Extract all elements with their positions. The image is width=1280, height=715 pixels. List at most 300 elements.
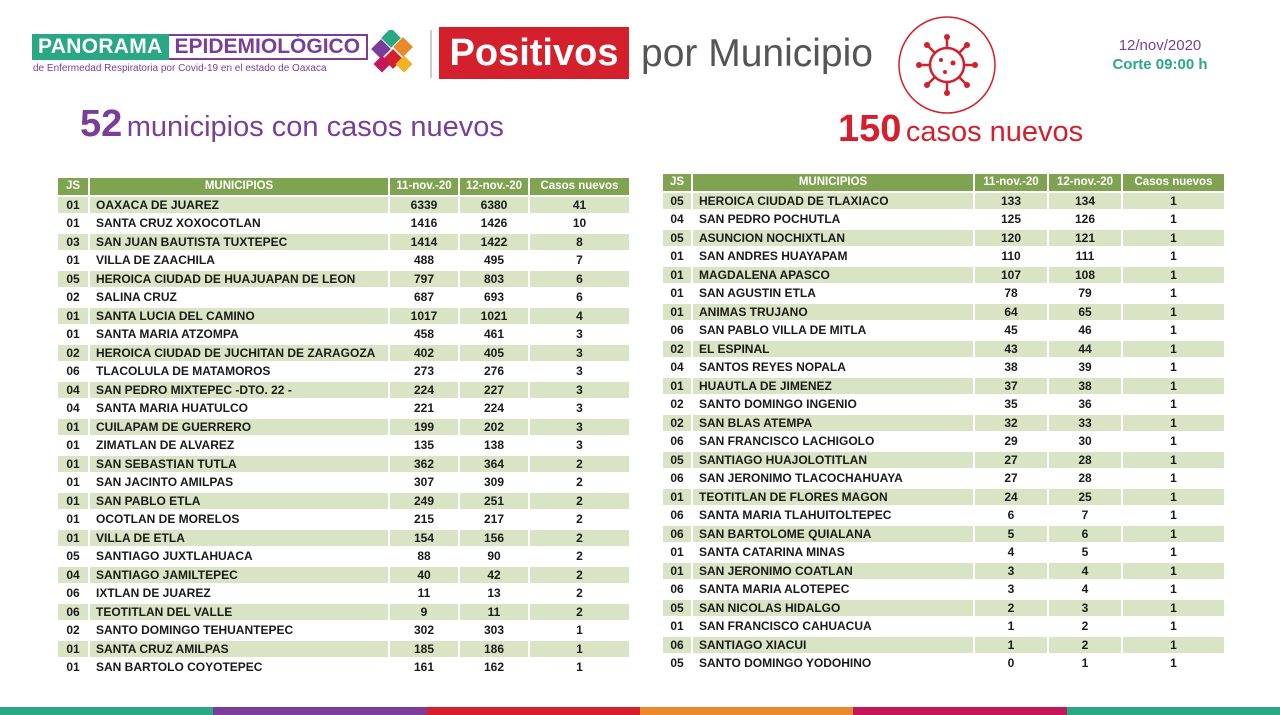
table-row xyxy=(663,211,1224,228)
js-cell: 01 xyxy=(663,563,693,580)
municipio-cell: SAN PABLO ETLA xyxy=(90,493,390,510)
table-row xyxy=(663,600,1224,617)
nov11-cell: 687 xyxy=(390,289,460,306)
nov11-cell: 29 xyxy=(975,433,1049,450)
municipio-cell: VILLA DE ZAACHILA xyxy=(90,252,390,269)
casos-nuevos-cell: 3 xyxy=(530,437,629,454)
nov11-cell: 107 xyxy=(975,267,1049,284)
casos-nuevos-cell: 1 xyxy=(1123,544,1224,561)
nov12-cell: 28 xyxy=(1049,452,1123,469)
col-11nov: 11-nov.-20 xyxy=(975,174,1049,191)
nov12-cell: 13 xyxy=(460,585,530,602)
js-cell: 04 xyxy=(58,382,90,399)
nov12-cell: 693 xyxy=(460,289,530,306)
casos-nuevos-cell: 7 xyxy=(530,252,629,269)
js-cell: 05 xyxy=(663,230,693,247)
municipio-cell: SAN JUAN BAUTISTA TUXTEPEC xyxy=(90,234,390,251)
municipio-cell: SAN PABLO VILLA DE MITLA xyxy=(693,322,975,339)
municipio-cell: SALINA CRUZ xyxy=(90,289,390,306)
table-header-row xyxy=(663,174,1224,191)
logo-title xyxy=(32,34,368,60)
table-row xyxy=(58,641,629,658)
nov12-cell: 4 xyxy=(1049,581,1123,598)
summary-municipios-text: municipios con casos nuevos xyxy=(126,111,504,143)
header-divider xyxy=(430,30,432,78)
nov12-cell: 202 xyxy=(460,419,530,436)
nov12-cell: 2 xyxy=(1049,637,1123,654)
js-cell: 01 xyxy=(663,285,693,302)
casos-nuevos-cell: 6 xyxy=(530,271,629,288)
table-row xyxy=(663,618,1224,635)
nov12-cell: 33 xyxy=(1049,415,1123,432)
nov12-cell: 1426 xyxy=(460,215,530,232)
nov11-cell: 249 xyxy=(390,493,460,510)
nov11-cell: 273 xyxy=(390,363,460,380)
municipio-cell: HEROICA CIUDAD DE TLAXIACO xyxy=(693,193,975,210)
js-cell: 05 xyxy=(663,193,693,210)
nov11-cell: 488 xyxy=(390,252,460,269)
nov12-cell: 30 xyxy=(1049,433,1123,450)
nov11-cell: 161 xyxy=(390,659,460,676)
casos-nuevos-cell: 6 xyxy=(530,289,629,306)
table-row xyxy=(663,581,1224,598)
nov11-cell: 110 xyxy=(975,248,1049,265)
js-cell: 06 xyxy=(58,585,90,602)
municipio-cell: ASUNCION NOCHIXTLAN xyxy=(693,230,975,247)
js-cell: 01 xyxy=(663,267,693,284)
municipio-cell: VILLA DE ETLA xyxy=(90,530,390,547)
casos-nuevos-cell: 1 xyxy=(1123,507,1224,524)
table-row xyxy=(663,359,1224,376)
municipio-cell: SAN AGUSTIN ETLA xyxy=(693,285,975,302)
casos-nuevos-cell: 10 xyxy=(530,215,629,232)
nov11-cell: 1416 xyxy=(390,215,460,232)
nov12-cell: 1422 xyxy=(460,234,530,251)
js-cell: 01 xyxy=(58,215,90,232)
table-row xyxy=(663,322,1224,339)
municipio-cell: SAN JERONIMO COATLAN xyxy=(693,563,975,580)
nov11-cell: 797 xyxy=(390,271,460,288)
table-row xyxy=(663,304,1224,321)
nov12-cell: 108 xyxy=(1049,267,1123,284)
js-cell: 02 xyxy=(663,396,693,413)
nov11-cell: 27 xyxy=(975,452,1049,469)
js-cell: 05 xyxy=(663,600,693,617)
casos-nuevos-cell: 1 xyxy=(1123,322,1224,339)
casos-nuevos-cell: 41 xyxy=(530,197,629,214)
nov12-cell: 156 xyxy=(460,530,530,547)
table-row xyxy=(663,489,1224,506)
nov11-cell: 11 xyxy=(390,585,460,602)
casos-nuevos-cell: 3 xyxy=(530,382,629,399)
casos-nuevos-cell: 2 xyxy=(530,548,629,565)
table-row xyxy=(663,378,1224,395)
municipio-cell: SANTO DOMINGO YODOHINO xyxy=(693,655,975,672)
nov11-cell: 402 xyxy=(390,345,460,362)
casos-nuevos-cell: 1 xyxy=(1123,563,1224,580)
casos-nuevos-cell: 2 xyxy=(530,567,629,584)
report-date: 12/nov/2020 xyxy=(1118,37,1202,54)
casos-nuevos-cell: 1 xyxy=(1123,581,1224,598)
nov12-cell: 46 xyxy=(1049,322,1123,339)
municipio-cell: SANTIAGO HUAJOLOTITLAN xyxy=(693,452,975,469)
municipio-cell: TEOTITLAN DEL VALLE xyxy=(90,604,390,621)
table-row xyxy=(58,511,629,528)
municipio-cell: SANTA MARIA ATZOMPA xyxy=(90,326,390,343)
casos-nuevos-cell: 1 xyxy=(1123,193,1224,210)
js-cell: 06 xyxy=(663,322,693,339)
nov12-cell: 309 xyxy=(460,474,530,491)
casos-nuevos-cell: 1 xyxy=(1123,637,1224,654)
nov12-cell: 25 xyxy=(1049,489,1123,506)
nov11-cell: 6339 xyxy=(390,197,460,214)
js-cell: 06 xyxy=(663,507,693,524)
nov12-cell: 251 xyxy=(460,493,530,510)
js-cell: 01 xyxy=(663,248,693,265)
table-header-row xyxy=(58,178,629,195)
table-row xyxy=(663,470,1224,487)
nov12-cell: 224 xyxy=(460,400,530,417)
js-cell: 05 xyxy=(663,655,693,672)
js-cell: 02 xyxy=(58,289,90,306)
table-right xyxy=(663,172,1224,674)
municipio-cell: SAN ANDRES HUAYAPAM xyxy=(693,248,975,265)
js-cell: 01 xyxy=(663,489,693,506)
nov11-cell: 221 xyxy=(390,400,460,417)
municipio-cell: SANTA LUCIA DEL CAMINO xyxy=(90,308,390,325)
js-cell: 01 xyxy=(663,618,693,635)
col-js: JS xyxy=(663,174,693,191)
municipio-cell: SAN PEDRO POCHUTLA xyxy=(693,211,975,228)
js-cell: 01 xyxy=(663,544,693,561)
nov11-cell: 133 xyxy=(975,193,1049,210)
js-cell: 01 xyxy=(58,641,90,658)
table-row xyxy=(663,341,1224,358)
nov12-cell: 126 xyxy=(1049,211,1123,228)
nov12-cell: 42 xyxy=(460,567,530,584)
casos-nuevos-cell: 1 xyxy=(1123,470,1224,487)
table-row xyxy=(663,230,1224,247)
municipio-cell: ZIMATLAN DE ALVAREZ xyxy=(90,437,390,454)
casos-nuevos-cell: 1 xyxy=(1123,433,1224,450)
js-cell: 01 xyxy=(58,437,90,454)
table-row xyxy=(663,526,1224,543)
js-cell: 06 xyxy=(663,433,693,450)
nov11-cell: 3 xyxy=(975,563,1049,580)
summary-municipios-number: 52 xyxy=(80,103,123,145)
table-row xyxy=(663,267,1224,284)
js-cell: 01 xyxy=(58,197,90,214)
nov12-cell: 79 xyxy=(1049,285,1123,302)
nov11-cell: 64 xyxy=(975,304,1049,321)
casos-nuevos-cell: 1 xyxy=(1123,452,1224,469)
nov12-cell: 461 xyxy=(460,326,530,343)
casos-nuevos-cell: 2 xyxy=(530,456,629,473)
summary-casos-text: casos nuevos xyxy=(905,116,1084,148)
nov12-cell: 364 xyxy=(460,456,530,473)
table-row xyxy=(58,622,629,639)
js-cell: 03 xyxy=(58,234,90,251)
municipio-cell: TEOTITLAN DE FLORES MAGON xyxy=(693,489,975,506)
summary-municipios xyxy=(80,103,504,146)
col-js: JS xyxy=(58,178,90,195)
table-row xyxy=(58,289,629,306)
col-municipios: MUNICIPIOS xyxy=(693,174,975,191)
bottom-color-strip xyxy=(0,707,1280,715)
js-cell: 04 xyxy=(58,567,90,584)
js-cell: 05 xyxy=(58,271,90,288)
casos-nuevos-cell: 4 xyxy=(530,308,629,325)
nov12-cell: 6 xyxy=(1049,526,1123,543)
casos-nuevos-cell: 1 xyxy=(1123,526,1224,543)
casos-nuevos-cell: 1 xyxy=(1123,415,1224,432)
nov12-cell: 227 xyxy=(460,382,530,399)
nov12-cell: 11 xyxy=(460,604,530,621)
municipio-cell: SAN SEBASTIAN TUTLA xyxy=(90,456,390,473)
table-row xyxy=(663,433,1224,450)
nov12-cell: 5 xyxy=(1049,544,1123,561)
nov11-cell: 43 xyxy=(975,341,1049,358)
casos-nuevos-cell: 1 xyxy=(1123,359,1224,376)
logo-mark-icon xyxy=(370,30,418,78)
table-row xyxy=(58,197,629,214)
casos-nuevos-cell: 1 xyxy=(1123,285,1224,302)
casos-nuevos-cell: 8 xyxy=(530,234,629,251)
nov11-cell: 40 xyxy=(390,567,460,584)
nov11-cell: 88 xyxy=(390,548,460,565)
municipio-cell: OAXACA DE JUAREZ xyxy=(90,197,390,214)
table-row xyxy=(58,585,629,602)
nov11-cell: 32 xyxy=(975,415,1049,432)
nov11-cell: 1414 xyxy=(390,234,460,251)
table-row xyxy=(58,308,629,325)
casos-nuevos-cell: 1 xyxy=(1123,341,1224,358)
nov11-cell: 27 xyxy=(975,470,1049,487)
nov11-cell: 125 xyxy=(975,211,1049,228)
nov12-cell: 39 xyxy=(1049,359,1123,376)
table-row xyxy=(58,234,629,251)
table-row xyxy=(58,400,629,417)
table-row xyxy=(58,419,629,436)
table-row xyxy=(663,507,1224,524)
js-cell: 01 xyxy=(58,530,90,547)
col-12nov: 12-nov.-20 xyxy=(460,178,530,195)
municipio-cell: SANTA CRUZ AMILPAS xyxy=(90,641,390,658)
nov12-cell: 38 xyxy=(1049,378,1123,395)
nov11-cell: 35 xyxy=(975,396,1049,413)
municipio-cell: SAN JACINTO AMILPAS xyxy=(90,474,390,491)
casos-nuevos-cell: 3 xyxy=(530,345,629,362)
js-cell: 01 xyxy=(58,252,90,269)
nov11-cell: 2 xyxy=(975,600,1049,617)
nov11-cell: 1 xyxy=(975,637,1049,654)
municipio-cell: TLACOLULA DE MATAMOROS xyxy=(90,363,390,380)
js-cell: 02 xyxy=(663,341,693,358)
casos-nuevos-cell: 2 xyxy=(530,511,629,528)
table-row xyxy=(58,493,629,510)
casos-nuevos-cell: 1 xyxy=(530,659,629,676)
municipio-cell: SANTO DOMINGO TEHUANTEPEC xyxy=(90,622,390,639)
nov11-cell: 458 xyxy=(390,326,460,343)
casos-nuevos-cell: 2 xyxy=(530,530,629,547)
nov11-cell: 78 xyxy=(975,285,1049,302)
table-row xyxy=(663,637,1224,654)
nov11-cell: 37 xyxy=(975,378,1049,395)
table-row xyxy=(663,285,1224,302)
municipio-cell: SAN BLAS ATEMPA xyxy=(693,415,975,432)
nov12-cell: 162 xyxy=(460,659,530,676)
nov11-cell: 120 xyxy=(975,230,1049,247)
table-row xyxy=(58,382,629,399)
summary-casos-number: 150 xyxy=(838,108,902,150)
casos-nuevos-cell: 1 xyxy=(1123,211,1224,228)
nov12-cell: 138 xyxy=(460,437,530,454)
js-cell: 01 xyxy=(58,326,90,343)
nov12-cell: 276 xyxy=(460,363,530,380)
municipio-cell: ANIMAS TRUJANO xyxy=(693,304,975,321)
nov11-cell: 307 xyxy=(390,474,460,491)
logo-epidemiologico: EPIDEMIOLÓGICO xyxy=(169,34,369,60)
casos-nuevos-cell: 1 xyxy=(530,622,629,639)
casos-nuevos-cell: 1 xyxy=(1123,489,1224,506)
logo-panorama: PANORAMA xyxy=(32,34,169,60)
casos-nuevos-cell: 2 xyxy=(530,493,629,510)
js-cell: 02 xyxy=(663,415,693,432)
municipio-cell: SAN JERONIMO TLACOCHAHUAYA xyxy=(693,470,975,487)
table-row xyxy=(663,193,1224,210)
nov12-cell: 3 xyxy=(1049,600,1123,617)
municipio-cell: EL ESPINAL xyxy=(693,341,975,358)
table-row xyxy=(663,415,1224,432)
js-cell: 06 xyxy=(58,363,90,380)
municipio-cell: SANTA CATARINA MINAS xyxy=(693,544,975,561)
table-row xyxy=(58,530,629,547)
municipio-cell: SANTIAGO XIACUI xyxy=(693,637,975,654)
casos-nuevos-cell: 1 xyxy=(1123,618,1224,635)
table-left xyxy=(58,176,629,678)
nov12-cell: 44 xyxy=(1049,341,1123,358)
nov11-cell: 224 xyxy=(390,382,460,399)
js-cell: 04 xyxy=(663,359,693,376)
casos-nuevos-cell: 1 xyxy=(1123,655,1224,672)
nov12-cell: 495 xyxy=(460,252,530,269)
municipio-cell: SANTA CRUZ XOXOCOTLAN xyxy=(90,215,390,232)
js-cell: 05 xyxy=(58,548,90,565)
js-cell: 06 xyxy=(58,604,90,621)
municipio-cell: SAN BARTOLO COYOTEPEC xyxy=(90,659,390,676)
js-cell: 06 xyxy=(663,581,693,598)
nov12-cell: 36 xyxy=(1049,396,1123,413)
nov11-cell: 38 xyxy=(975,359,1049,376)
report-cutoff: Corte 09:00 h xyxy=(1112,56,1208,73)
casos-nuevos-cell: 1 xyxy=(1123,267,1224,284)
municipio-cell: HUAUTLA DE JIMENEZ xyxy=(693,378,975,395)
nov11-cell: 3 xyxy=(975,581,1049,598)
municipio-cell: SANTA MARIA TLAHUITOLTEPEC xyxy=(693,507,975,524)
table-row xyxy=(58,437,629,454)
page-title: por Municipio xyxy=(641,32,873,75)
js-cell: 01 xyxy=(58,659,90,676)
municipio-cell: SANTA MARIA HUATULCO xyxy=(90,400,390,417)
logo-subtitle: de Enfermedad Respiratoria por Covid-19 en el estado de Oaxaca xyxy=(33,63,327,74)
nov12-cell: 65 xyxy=(1049,304,1123,321)
table-row xyxy=(663,396,1224,413)
js-cell: 05 xyxy=(663,452,693,469)
nov12-cell: 1021 xyxy=(460,308,530,325)
nov12-cell: 186 xyxy=(460,641,530,658)
nov12-cell: 303 xyxy=(460,622,530,639)
js-cell: 01 xyxy=(58,419,90,436)
js-cell: 01 xyxy=(58,493,90,510)
js-cell: 01 xyxy=(663,304,693,321)
casos-nuevos-cell: 1 xyxy=(1123,600,1224,617)
municipio-cell: HEROICA CIUDAD DE JUCHITAN DE ZARAGOZA xyxy=(90,345,390,362)
casos-nuevos-cell: 3 xyxy=(530,326,629,343)
nov12-cell: 803 xyxy=(460,271,530,288)
table-row xyxy=(58,363,629,380)
table-row xyxy=(663,544,1224,561)
col-municipios: MUNICIPIOS xyxy=(90,178,390,195)
nov12-cell: 6380 xyxy=(460,197,530,214)
municipio-cell: SAN PEDRO MIXTEPEC -DTO. 22 - xyxy=(90,382,390,399)
nov11-cell: 6 xyxy=(975,507,1049,524)
table-row xyxy=(663,655,1224,672)
table-row xyxy=(58,474,629,491)
nov12-cell: 217 xyxy=(460,511,530,528)
nov11-cell: 5 xyxy=(975,526,1049,543)
col-12nov: 12-nov.-20 xyxy=(1049,174,1123,191)
nov11-cell: 135 xyxy=(390,437,460,454)
nov11-cell: 1017 xyxy=(390,308,460,325)
positivos-badge: Positivos xyxy=(439,27,629,79)
table-row xyxy=(663,563,1224,580)
js-cell: 02 xyxy=(58,622,90,639)
nov12-cell: 405 xyxy=(460,345,530,362)
table-row xyxy=(58,345,629,362)
nov12-cell: 7 xyxy=(1049,507,1123,524)
nov11-cell: 0 xyxy=(975,655,1049,672)
nov12-cell: 2 xyxy=(1049,618,1123,635)
table-row xyxy=(58,567,629,584)
nov11-cell: 9 xyxy=(390,604,460,621)
nov11-cell: 4 xyxy=(975,544,1049,561)
municipio-cell: SANTA MARIA ALOTEPEC xyxy=(693,581,975,598)
table-row xyxy=(58,604,629,621)
municipio-cell: SANTOS REYES NOPALA xyxy=(693,359,975,376)
municipio-cell: CUILAPAM DE GUERRERO xyxy=(90,419,390,436)
municipio-cell: OCOTLAN DE MORELOS xyxy=(90,511,390,528)
js-cell: 01 xyxy=(663,378,693,395)
nov12-cell: 1 xyxy=(1049,655,1123,672)
nov12-cell: 121 xyxy=(1049,230,1123,247)
nov12-cell: 28 xyxy=(1049,470,1123,487)
js-cell: 06 xyxy=(663,526,693,543)
nov11-cell: 362 xyxy=(390,456,460,473)
table-row xyxy=(58,215,629,232)
table-row xyxy=(58,548,629,565)
nov12-cell: 134 xyxy=(1049,193,1123,210)
col-casos-nuevos: Casos nuevos xyxy=(530,178,629,195)
casos-nuevos-cell: 2 xyxy=(530,604,629,621)
nov12-cell: 111 xyxy=(1049,248,1123,265)
municipio-cell: HEROICA CIUDAD DE HUAJUAPAN DE LEON xyxy=(90,271,390,288)
nov12-cell: 4 xyxy=(1049,563,1123,580)
js-cell: 01 xyxy=(58,456,90,473)
js-cell: 04 xyxy=(663,211,693,228)
table-row xyxy=(58,456,629,473)
nov12-cell: 90 xyxy=(460,548,530,565)
municipio-cell: SANTO DOMINGO INGENIO xyxy=(693,396,975,413)
